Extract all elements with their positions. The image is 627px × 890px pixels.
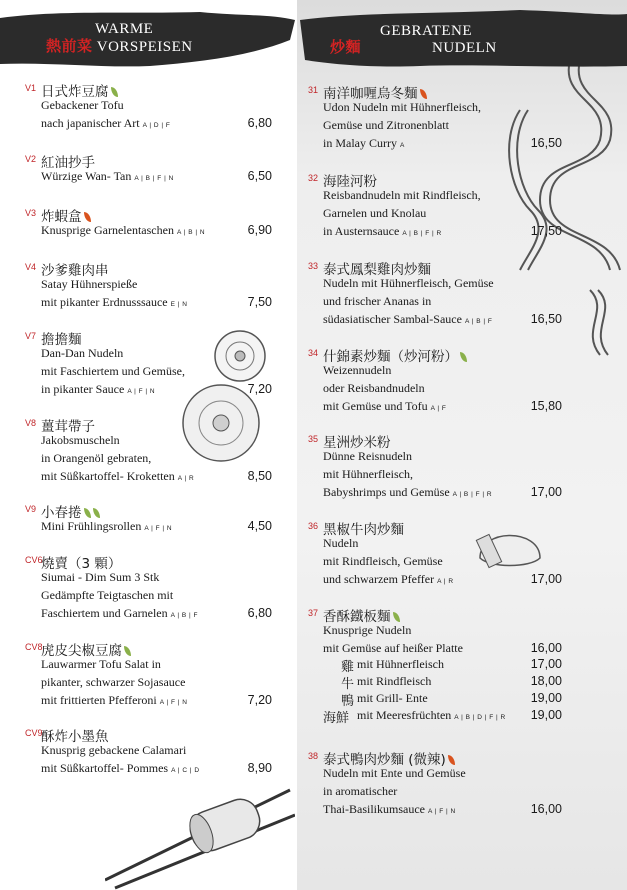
description-text: Jakobsmuscheln	[41, 433, 120, 447]
item-chinese-name	[41, 415, 95, 435]
item-description-line	[41, 169, 174, 184]
item-number: V2	[25, 154, 37, 164]
item-chinese-name	[323, 82, 427, 102]
item-description-line	[41, 98, 124, 113]
item-price: 16,00	[530, 802, 562, 816]
description-text: in Orangenöl gebraten,	[41, 451, 152, 465]
left-header-line2: VORSPEISEN	[96, 39, 193, 55]
item-price: 7,20	[247, 382, 272, 396]
allergen-codes: A | B | N	[176, 229, 206, 236]
description-text: mit Gemüse auf heißer Platte	[323, 641, 463, 655]
item-number: CV6	[25, 555, 43, 565]
item-price: 7,20	[247, 693, 272, 707]
description-text: oder Reisbandnudeln	[323, 381, 425, 395]
description-text: Dünne Reisnudeln	[323, 449, 412, 463]
item-description-line	[323, 136, 405, 151]
item-chinese-text: 薑茸帶子	[41, 419, 95, 435]
variant-price: 17,00	[530, 657, 562, 671]
description-text: mit Faschiertem und Gemüse,	[41, 364, 185, 378]
item-chinese-name	[323, 748, 455, 768]
item-description-line	[41, 570, 159, 585]
left-section-header	[0, 10, 295, 68]
description-text: Gebackener Tofu	[41, 98, 124, 112]
item-price: 16,00	[530, 641, 562, 655]
mushroom-sketch-icon	[212, 328, 268, 384]
item-description-line	[41, 116, 170, 131]
item-chinese-name	[323, 258, 431, 278]
item-chinese-name	[41, 328, 82, 348]
variant-description	[357, 708, 506, 723]
description-text: mit pikanter Erdnusssauce	[41, 295, 168, 309]
item-description-line	[323, 381, 425, 396]
variant-text: mit Hühnerfleisch	[357, 657, 444, 671]
description-text: in pikanter Sauce	[41, 382, 125, 396]
item-chinese-name	[41, 725, 109, 745]
item-description-line	[41, 675, 185, 690]
item-price: 6,90	[247, 223, 272, 237]
description-text: Udon Nudeln mit Hühnerfleisch,	[323, 100, 481, 114]
item-chinese-text: 香酥鐵板麵	[323, 609, 391, 625]
item-description-line	[41, 364, 185, 379]
description-text: Knusprige Nudeln	[323, 623, 412, 637]
leaf-shape	[448, 755, 455, 765]
item-chinese-name	[323, 170, 377, 190]
item-number: 36	[308, 521, 319, 531]
allergen-codes: A	[400, 142, 405, 149]
description-text: Faschiertem und Garnelen	[41, 606, 168, 620]
description-text: Mini Frühlingsrollen	[41, 519, 142, 533]
description-text: mit Süßkartoffel- Pommes	[41, 761, 169, 775]
item-description-line	[323, 118, 449, 133]
item-chinese-text: 南洋咖喱烏冬麵	[323, 86, 418, 102]
variant-text: mit Grill- Ente	[357, 691, 428, 705]
allergen-codes: A | F	[430, 405, 447, 412]
description-text: in Austernsauce	[323, 224, 400, 238]
leaf-shape	[393, 612, 400, 622]
item-description-line	[323, 363, 391, 378]
item-price: 16,50	[530, 136, 562, 150]
item-description-line	[323, 467, 413, 482]
item-chinese-text: 海陸河粉	[323, 174, 377, 190]
item-chinese-name	[41, 151, 95, 171]
variant-chinese: 牛	[341, 677, 355, 692]
item-chinese-text: 紅油抄手	[41, 155, 95, 171]
variant-price: 19,00	[530, 691, 562, 705]
leaf-shape	[93, 508, 100, 518]
item-description-line	[41, 451, 151, 466]
item-chinese-name	[41, 501, 100, 521]
item-description-line	[323, 536, 358, 551]
item-description-line	[323, 554, 443, 569]
item-chinese-text: 泰式鴨肉炒麵 (微辣)	[323, 752, 446, 768]
item-description-line	[41, 657, 161, 672]
item-number: CV8	[25, 642, 43, 652]
item-description-line	[41, 277, 137, 292]
item-chinese-text: 泰式鳳梨雞肉炒麵	[323, 262, 431, 278]
description-text: pikanter, schwarzer Sojasauce	[41, 675, 186, 689]
item-description-line	[323, 784, 397, 799]
description-text: Thai-Basilikumsauce	[323, 802, 425, 816]
right-header-chinese: 炒麵	[330, 38, 362, 56]
item-description-line	[41, 743, 186, 758]
leaf-shape	[460, 352, 467, 362]
allergen-codes: A | B | F | R	[452, 491, 493, 498]
item-price: 8,90	[247, 761, 272, 775]
description-text: mit Süßkartoffel- Kroketten	[41, 469, 175, 483]
item-number: 37	[308, 608, 319, 618]
item-description-line	[323, 802, 456, 817]
item-chinese-text: 黑椒牛肉炒麵	[323, 522, 404, 538]
item-price: 15,80	[530, 399, 562, 413]
item-price: 6,80	[247, 116, 272, 130]
item-chinese-text: 炸蝦盒	[41, 209, 82, 225]
description-text: Babyshrimps und Gemüse	[323, 485, 450, 499]
item-price: 16,50	[530, 312, 562, 326]
item-description-line	[323, 572, 454, 587]
item-description-line	[323, 188, 481, 203]
item-price: 4,50	[247, 519, 272, 533]
item-number: 31	[308, 85, 319, 95]
leaf-shape	[84, 212, 91, 222]
item-chinese-name	[41, 639, 131, 659]
item-chinese-text: 酥炸小墨魚	[41, 729, 109, 745]
item-number: V8	[25, 418, 37, 428]
item-number: V7	[25, 331, 37, 341]
item-description-line	[41, 606, 198, 621]
item-chinese-name	[323, 345, 467, 365]
item-description-line	[41, 588, 173, 603]
item-chinese-name	[41, 259, 109, 279]
item-chinese-text: 燒賣（3 顆）	[41, 556, 122, 572]
item-description-line	[41, 295, 187, 310]
description-text: mit Hühnerfleisch,	[323, 467, 413, 481]
allergen-codes: A | F | N	[144, 525, 173, 532]
description-text: nach japanischer Art	[41, 116, 140, 130]
description-text: Nudeln mit Ente und Gemüse	[323, 766, 466, 780]
variant-price: 19,00	[530, 708, 562, 722]
variant-description	[357, 674, 431, 689]
allergen-codes: A | B | F | N	[134, 175, 174, 182]
allergen-codes: A | B | F | R	[402, 230, 442, 237]
item-description-line	[41, 433, 120, 448]
item-price: 7,50	[247, 295, 272, 309]
variant-text: mit Meeresfrüchten	[357, 708, 452, 722]
item-description-line	[41, 469, 194, 484]
description-text: Dan-Dan Nudeln	[41, 346, 124, 360]
description-text: Satay Hühnerspieße	[41, 277, 138, 291]
description-text: Garnelen und Knolau	[323, 206, 427, 220]
item-number: V4	[25, 262, 37, 272]
left-header-line1: WARME	[95, 21, 154, 37]
item-description-line	[41, 693, 188, 708]
allergen-codes: A | F | N	[127, 388, 156, 395]
item-description-line	[41, 761, 200, 776]
description-text: Würzige Wan- Tan	[41, 169, 132, 183]
item-chinese-text: 日式炸豆腐	[41, 84, 109, 100]
description-text: Weizennudeln	[323, 363, 392, 377]
item-chinese-name	[323, 518, 404, 538]
noodle-sketch-icon	[500, 60, 627, 360]
item-number: 34	[308, 348, 319, 358]
description-text: Reisbandnudeln mit Rindfleisch,	[323, 188, 481, 202]
variant-chinese: 鴨	[341, 694, 355, 709]
item-description-line	[323, 623, 411, 638]
variant-chinese: 海鮮	[323, 711, 350, 726]
item-number: 35	[308, 434, 319, 444]
item-description-line	[41, 519, 172, 534]
description-text: Lauwarmer Tofu Salat in	[41, 657, 161, 671]
item-description-line	[323, 485, 492, 500]
item-chinese-text: 擔擔麵	[41, 332, 82, 348]
item-description-line	[41, 346, 123, 361]
item-price: 17,00	[530, 572, 562, 586]
description-text: südasiatischer Sambal-Sauce	[323, 312, 462, 326]
item-description-line	[323, 766, 466, 781]
description-text: Knusprig gebackene Calamari	[41, 743, 187, 757]
item-chinese-name	[323, 605, 400, 625]
item-number: 33	[308, 261, 319, 271]
allergen-codes: A | F | N	[427, 808, 456, 815]
variant-text: mit Rindfleisch	[357, 674, 432, 688]
item-price: 6,50	[247, 169, 272, 183]
item-number: 32	[308, 173, 319, 183]
description-text: Knusprige Garnelentaschen	[41, 223, 174, 237]
description-text: mit frittierten Pfefferoni	[41, 693, 157, 707]
item-chinese-text: 什錦素炒麵（炒河粉）	[323, 349, 458, 365]
item-price: 6,80	[247, 606, 272, 620]
description-text: und frischer Ananas in	[323, 294, 432, 308]
leaf-shape	[124, 646, 131, 656]
description-text: mit Gemüse und Tofu	[323, 399, 428, 413]
item-description-line	[41, 382, 155, 397]
item-description-line	[323, 206, 426, 221]
description-text: Nudeln	[323, 536, 359, 550]
right-section-header	[300, 10, 627, 68]
item-chinese-text: 星洲炒米粉	[323, 435, 391, 451]
left-header-chinese: 熱前菜	[46, 37, 93, 55]
item-number: V9	[25, 504, 37, 514]
allergen-codes: A | B | F	[170, 612, 199, 619]
leaf-shape	[111, 87, 118, 97]
item-number: 38	[308, 751, 319, 761]
item-chinese-name	[41, 552, 121, 572]
item-chinese-text: 小春捲	[41, 505, 82, 521]
item-price: 8,50	[247, 469, 272, 483]
item-chinese-text: 虎皮尖椒豆腐	[41, 643, 122, 659]
chopsticks-spring-roll-icon	[105, 770, 295, 890]
item-description-line	[323, 100, 481, 115]
allergen-codes: A | F | N	[159, 699, 188, 706]
item-description-line	[323, 276, 494, 291]
variant-description	[357, 691, 428, 706]
allergen-codes: A | R	[437, 578, 454, 585]
item-chinese-name	[41, 205, 91, 225]
description-text: in Malay Curry	[323, 136, 397, 150]
description-text: Gedämpfte Teigtaschen mit	[41, 588, 174, 602]
item-description-line	[323, 449, 412, 464]
green-leaf-icon	[458, 349, 467, 365]
item-chinese-name	[323, 431, 391, 451]
item-description-line	[41, 223, 205, 238]
description-text: in aromatischer	[323, 784, 398, 798]
allergen-codes: A | C | D	[171, 767, 200, 774]
variant-price: 18,00	[530, 674, 562, 688]
item-description-line	[323, 294, 431, 309]
variant-description	[357, 657, 444, 672]
description-text: mit Rindfleisch, Gemüse	[323, 554, 443, 568]
item-price: 17,50	[530, 224, 562, 238]
variant-chinese: 雞	[341, 660, 355, 675]
item-chinese-text: 沙爹雞肉串	[41, 263, 109, 279]
item-description-line	[323, 399, 446, 414]
leaf-shape	[420, 89, 427, 99]
allergen-codes: A | B | D | F | R	[454, 714, 506, 721]
allergen-codes: A | R	[177, 475, 195, 482]
allergen-codes: A | B | F	[464, 318, 493, 325]
allergen-codes: A | D | F	[142, 122, 171, 129]
item-price: 17,00	[530, 485, 562, 499]
description-text: Gemüse und Zitronenblatt	[323, 118, 449, 132]
item-description-line	[323, 224, 442, 239]
item-description-line	[323, 312, 492, 327]
right-header-line2: NUDELN	[432, 40, 497, 56]
item-description-line	[323, 641, 463, 656]
description-text: und schwarzem Pfeffer	[323, 572, 435, 586]
item-number: V3	[25, 208, 37, 218]
right-header-line1: GEBRATENE	[380, 23, 472, 39]
item-number: CV9	[25, 728, 43, 738]
item-number: V1	[25, 83, 37, 93]
item-chinese-name	[41, 80, 118, 100]
description-text: Siumai - Dim Sum 3 Stk	[41, 570, 160, 584]
allergen-codes: E | N	[170, 301, 188, 308]
leaf-shape	[84, 508, 91, 518]
description-text: Nudeln mit Hühnerfleisch, Gemüse	[323, 276, 494, 290]
